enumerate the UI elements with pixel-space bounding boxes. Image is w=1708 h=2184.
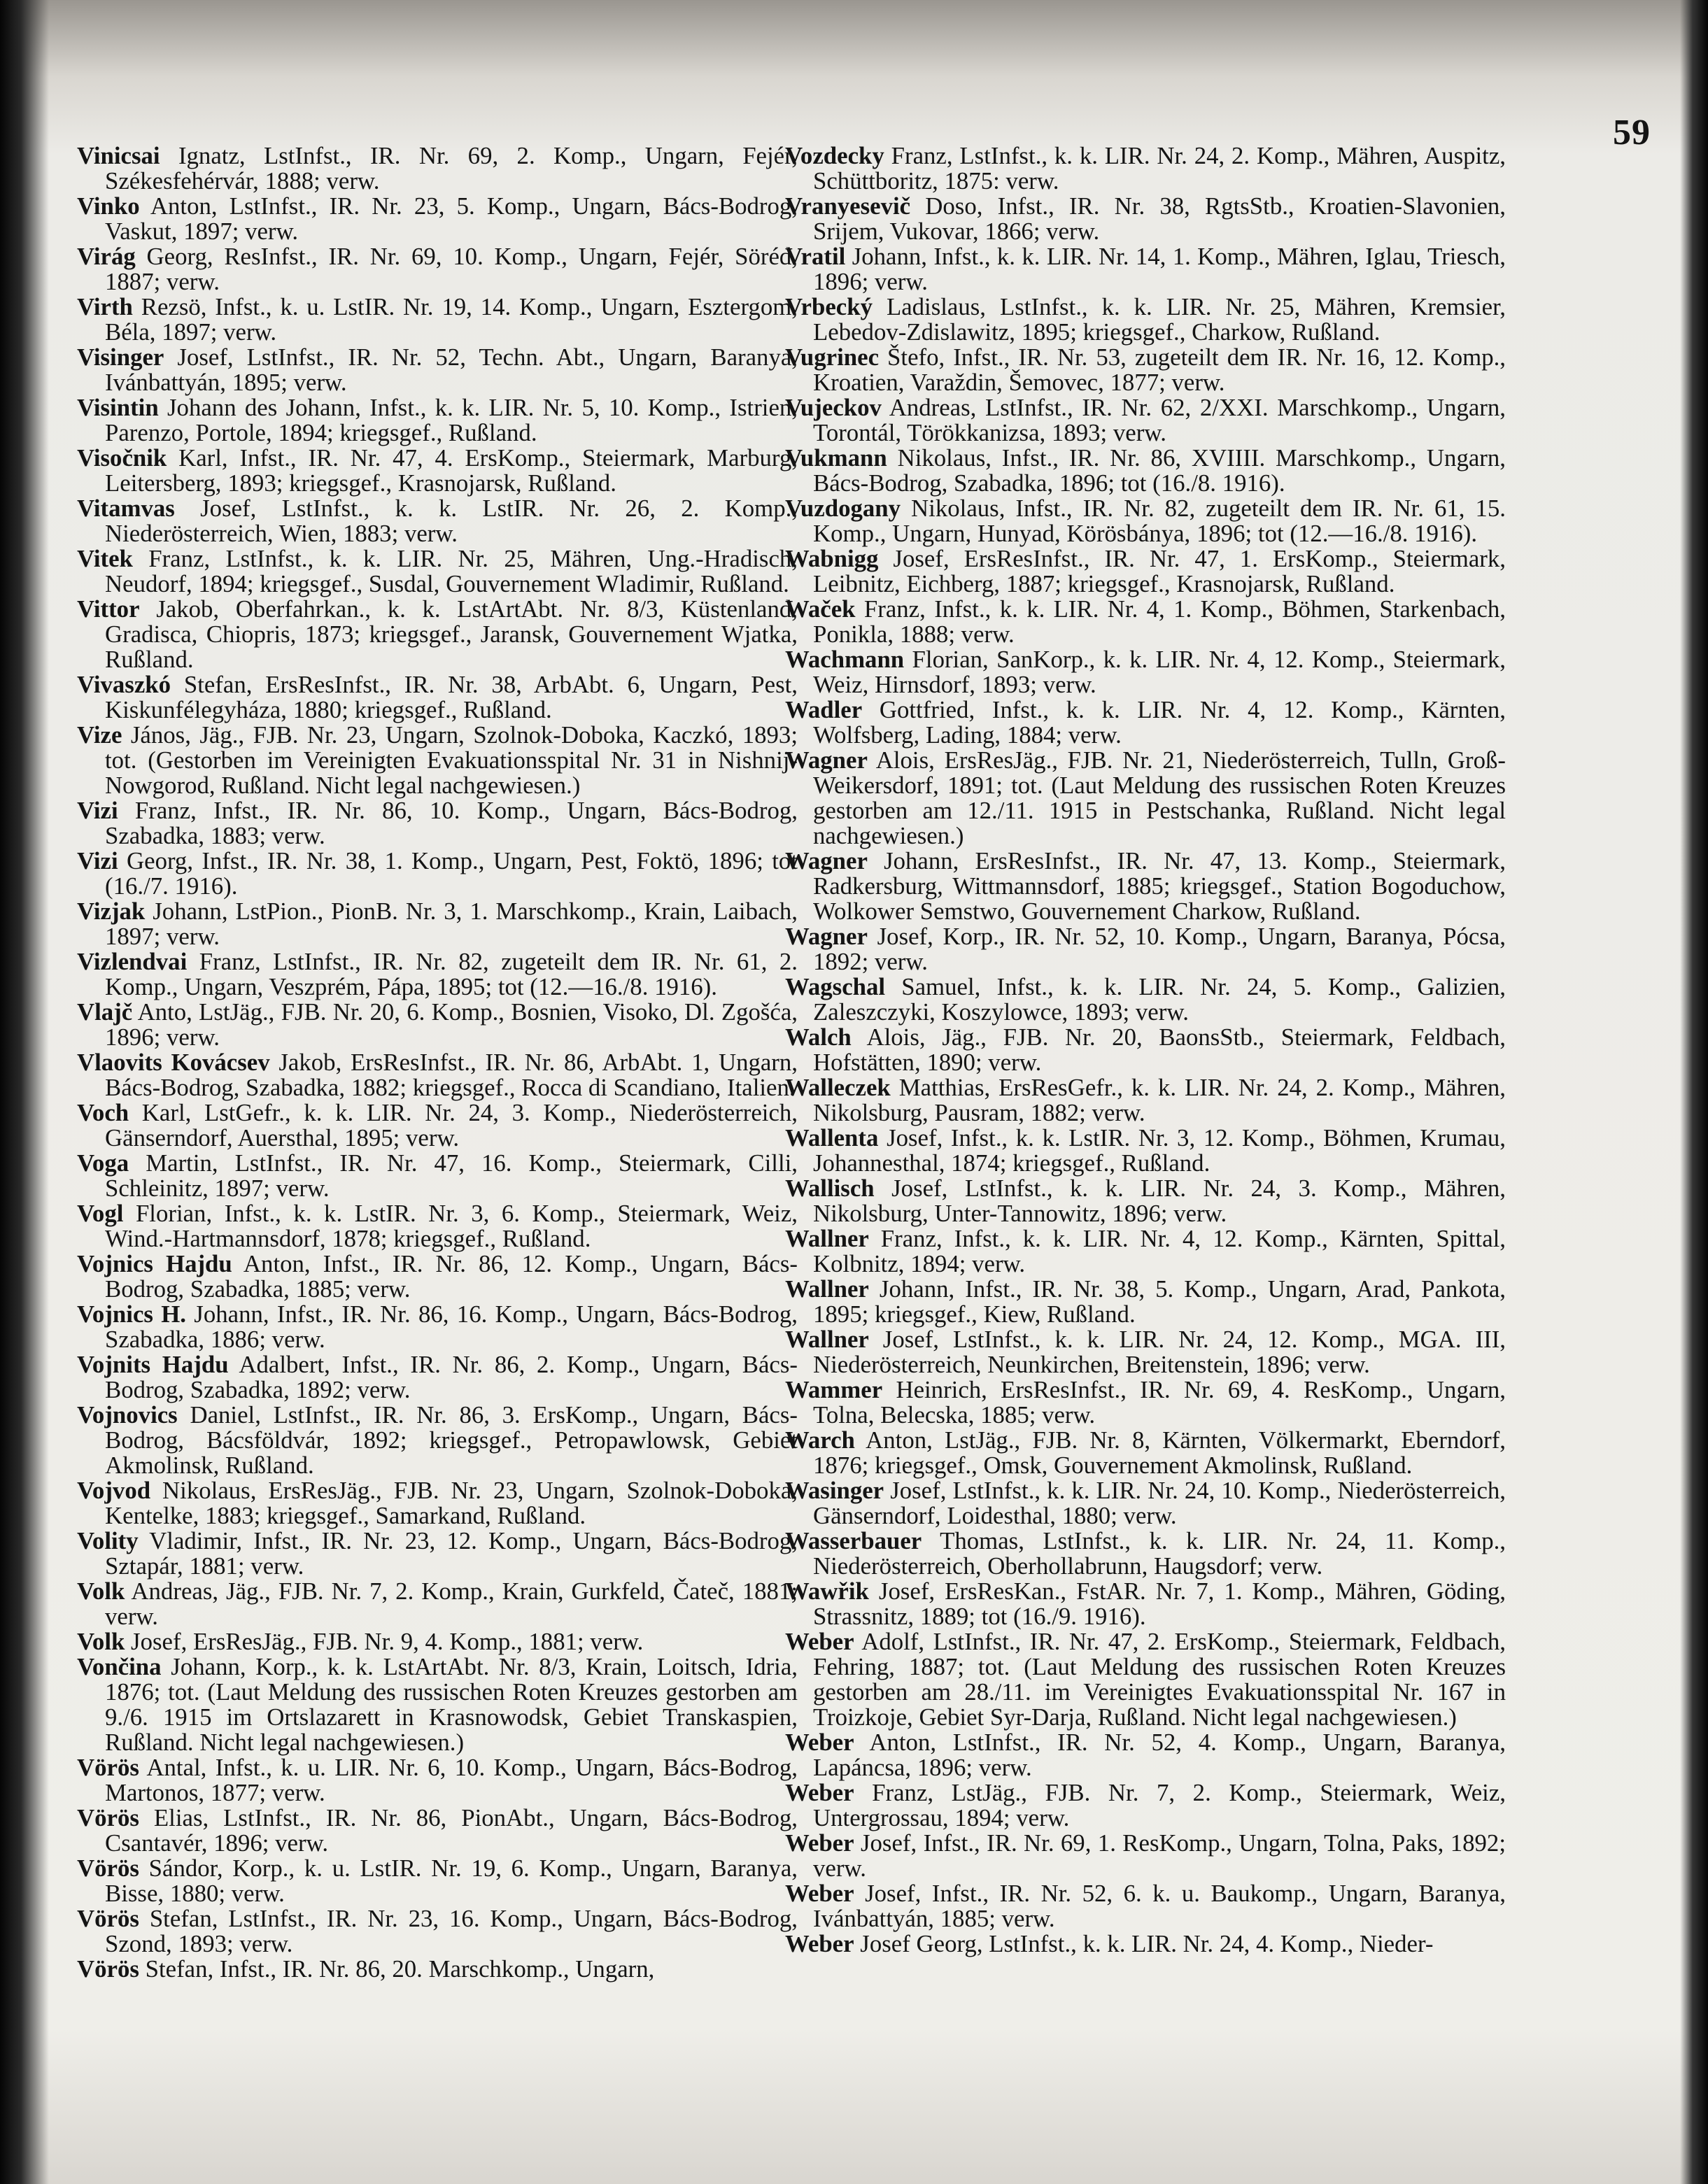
entry-details: Johann des Johann, Infst., k. k. LIR. Nr. 5, 10. Komp., Istrien, Parenzo, Portole, 1894; kriegsgef., Rußland. (105, 394, 798, 446)
entry-details: Florian, SanKorp., k. k. LIR. Nr. 4, 12. Komp., Steiermark, Weiz, Hirnsdorf, 1893; verw. (813, 646, 1506, 698)
entry-details: Jakob, Oberfahrkan., k. k. LstArtAbt. Nr. 8/3, Küstenland, Gradisca, Chiopris, 1873; kriegsgef., Jaransk, Gouvernement Wjatka, Rußland. (105, 595, 798, 673)
list-item (77, 395, 798, 446)
list-item (785, 1831, 1506, 1881)
entry-surname: Vinicsai (77, 142, 160, 169)
entry-surname: Wallisch (785, 1175, 875, 1202)
entry-details: Josef, ErsResInfst., IR. Nr. 47, 1. ErsKomp., Steiermark, Leibnitz, Eichberg, 1887; kriegsgef., Krasnojarsk, Rußland. (813, 545, 1506, 597)
list-item (785, 446, 1506, 496)
list-item (77, 143, 798, 194)
entry-details: Anto, LstJäg., FJB. Nr. 20, 6. Komp., Bosnien, Visoko, Dl. Zgošća, 1896; verw. (105, 998, 798, 1051)
entry-surname: Vogl (77, 1200, 124, 1227)
entry-surname: Vivaszkó (77, 671, 171, 698)
list-item (77, 496, 798, 546)
entry-details: Samuel, Infst., k. k. LIR. Nr. 24, 5. Komp., Galizien, Zaleszczyki, Koszylowce, 1893; verw. (813, 973, 1506, 1026)
list-item (785, 546, 1506, 597)
entry-details: Adolf, LstInfst., IR. Nr. 47, 2. ErsKomp., Steiermark, Feldbach, Fehring, 1887; tot. (Laut Meldung des russischen Roten Kreuzes gestorben am 28./11. im Vereinigtes Evakuationsspital Nr. 167 in Troizkoje, Gebiet Syr-Darja, Rußland. Nicht legal nachgewiesen.) (813, 1628, 1506, 1731)
list-item (785, 697, 1506, 748)
entry-details: Georg, Infst., IR. Nr. 38, 1. Komp., Ungarn, Pest, Foktö, 1896; tot (16./7. 1916). (105, 847, 798, 900)
entry-details: Andreas, LstInfst., IR. Nr. 62, 2/XXI. Marschkomp., Ungarn, Torontál, Törökkanizsa, 1893; verw. (813, 394, 1506, 446)
entry-details: Heinrich, ErsResInfst., IR. Nr. 69, 4. ResKomp., Ungarn, Tolna, Belecska, 1885; verw. (813, 1376, 1506, 1428)
entry-surname: Vozdecky (785, 142, 884, 169)
list-item (77, 1529, 798, 1579)
left-column (77, 143, 798, 1982)
entry-details: Karl, Infst., IR. Nr. 47, 4. ErsKomp., Steiermark, Marburg, Leitersberg, 1893; kriegsgef., Krasnojarsk, Rußland. (105, 444, 798, 497)
entry-surname: Vrbecký (785, 293, 873, 320)
list-item (77, 1579, 798, 1629)
entry-surname: Weber (785, 1829, 854, 1857)
entry-surname: Voga (77, 1149, 129, 1177)
entry-details: Johann, Korp., k. k. LstArtAbt. Nr. 8/3, Krain, Loitsch, Idria, 1876; tot. (Laut Meldung des russischen Roten Kreuzes gestorben am 9./6. 1915 im Ortslazarett in Krasnowodsk, Gebiet Transkaspien, Rußland. Nicht legal nachgewiesen.) (105, 1653, 798, 1756)
list-item (785, 924, 1506, 974)
list-item (785, 395, 1506, 446)
entry-details: Anton, LstInfst., IR. Nr. 23, 5. Komp., Ungarn, Bács-Bodrog, Vaskut, 1897; verw. (105, 192, 798, 245)
list-item (77, 1050, 798, 1100)
entry-surname: Volk (77, 1628, 125, 1655)
entry-details: Anton, Infst., IR. Nr. 86, 12. Komp., Ungarn, Bács-Bodrog, Szabadka, 1885; verw. (105, 1250, 798, 1303)
entry-details: Adalbert, Infst., IR. Nr. 86, 2. Komp., Ungarn, Bács-Bodrog, Szabadka, 1892; verw. (105, 1351, 798, 1403)
list-item (785, 1780, 1506, 1831)
list-item (77, 546, 798, 597)
entry-surname: Vončina (77, 1653, 162, 1680)
entry-surname: Vörös (77, 1905, 139, 1932)
entry-details: Franz, Infst., k. k. LIR. Nr. 4, 1. Komp., Böhmen, Starkenbach, Ponikla, 1888; verw. (813, 595, 1506, 648)
entry-surname: Wammer (785, 1376, 883, 1403)
entry-surname: Wagner (785, 923, 868, 950)
list-item (785, 143, 1506, 194)
list-item (785, 1629, 1506, 1730)
list-item (785, 1478, 1506, 1529)
entry-details: Johann, ErsResInfst., IR. Nr. 47, 13. Komp., Steiermark, Radkersburg, Wittmannsdorf, 1885; kriegsgef., Station Bogoduchow, Wolkower Semstwo, Gouvernement Charkow, Rußland. (813, 847, 1506, 925)
entry-details: Štefo, Infst., IR. Nr. 53, zugeteilt dem IR. Nr. 16, 12. Komp., Kroatien, Varaždin, Šemovec, 1877; verw. (813, 343, 1506, 396)
entry-details: Josef, LstInfst., k. k. LstIR. Nr. 26, 2. Komp., Niederösterreich, Wien, 1883; verw. (105, 495, 798, 547)
entry-details: Franz, LstInfst., IR. Nr. 82, zugeteilt dem IR. Nr. 61, 2. Komp., Ungarn, Veszprém, Pápa, 1895; tot (12.—16./8. 1916). (105, 948, 798, 1000)
list-item (785, 1579, 1506, 1629)
entry-details: János, Jäg., FJB. Nr. 23, Ungarn, Szolnok-Doboka, Kaczkó, 1893; tot. (Gestorben im Vereinigten Evakuationsspital Nr. 31 in Nishnij-Nowgorod, Rußland. Nicht legal nachgewiesen.) (105, 721, 798, 799)
entry-surname: Voch (77, 1099, 129, 1126)
entry-surname: Wabnigg (785, 545, 879, 572)
entry-surname: Wallner (785, 1326, 869, 1353)
list-item (77, 849, 798, 899)
entry-surname: Wallenta (785, 1124, 879, 1151)
list-item (77, 1151, 798, 1201)
list-item (785, 1377, 1506, 1428)
list-item (77, 1629, 798, 1654)
entry-surname: Wagner (785, 746, 868, 774)
entry-surname: Vizlendvai (77, 948, 188, 975)
list-item (77, 949, 798, 1000)
entry-surname: Visintin (77, 394, 159, 421)
entry-details: Josef, Infst., k. k. LstIR. Nr. 3, 12. Komp., Böhmen, Krumau, Johannesthal, 1874; kriegsgef., Rußland. (813, 1124, 1506, 1177)
entry-details: Thomas, LstInfst., k. k. LIR. Nr. 24, 11. Komp., Niederösterreich, Oberhollabrunn, Haugsdorf; verw. (813, 1527, 1506, 1580)
list-item (77, 899, 798, 949)
list-item (785, 974, 1506, 1025)
entry-details: Anton, LstInfst., IR. Nr. 52, 4. Komp., Ungarn, Baranya, Lapáncsa, 1896; verw. (813, 1729, 1506, 1781)
entry-surname: Weber (785, 1930, 854, 1957)
entry-details: Nikolaus, Infst., IR. Nr. 82, zugeteilt dem IR. Nr. 61, 15. Komp., Ungarn, Hunyad, Körösbánya, 1896; tot (12.—16./8. 1916). (813, 495, 1506, 547)
entry-details: Josef, ErsResJäg., FJB. Nr. 9, 4. Komp., 1881; verw. (125, 1628, 644, 1655)
list-item (785, 647, 1506, 697)
entry-surname: Vojvod (77, 1477, 151, 1504)
list-item (77, 244, 798, 295)
list-item (785, 597, 1506, 647)
list-item (77, 295, 798, 345)
entry-details: Stefan, ErsResInfst., IR. Nr. 38, ArbAbt. 6, Ungarn, Pest, Kiskunfélegyháza, 1880; kriegsgef., Rußland. (105, 671, 798, 723)
entry-surname: Vizjak (77, 898, 146, 925)
entry-details: Josef, LstInfst., k. k. LIR. Nr. 24, 3. Komp., Mähren, Nikolsburg, Unter-Tannowitz, 1896; verw. (813, 1175, 1506, 1227)
entry-surname: Wachmann (785, 646, 905, 673)
list-item (77, 1100, 798, 1151)
list-item (785, 1327, 1506, 1377)
list-item (77, 446, 798, 496)
entry-details: Florian, Infst., k. k. LstIR. Nr. 3, 6. Komp., Steiermark, Weiz, Wind.-Hartmannsdorf, 1878; kriegsgef., Rußland. (105, 1200, 798, 1252)
entry-surname: Vojnits Hajdu (77, 1351, 229, 1378)
entry-details: Franz, Infst., IR. Nr. 86, 10. Komp., Ungarn, Bács-Bodrog, Szabadka, 1883; verw. (105, 797, 798, 849)
list-item (77, 1755, 798, 1806)
entry-details: Franz, Infst., k. k. LIR. Nr. 4, 12. Komp., Kärnten, Spittal, Kolbnitz, 1894; verw. (813, 1225, 1506, 1277)
entry-details: Vladimir, Infst., IR. Nr. 23, 12. Komp., Ungarn, Bács-Bodrog, Sztapár, 1881; verw. (105, 1527, 798, 1580)
entry-details: Sándor, Korp., k. u. LstIR. Nr. 19, 6. Komp., Ungarn, Baranya, Bisse, 1880; verw. (105, 1855, 798, 1907)
entry-surname: Walch (785, 1023, 852, 1051)
entry-surname: Weber (785, 1729, 854, 1756)
list-item (77, 345, 798, 395)
entry-details: Rezsö, Infst., k. u. LstIR. Nr. 19, 14. Komp., Ungarn, Esztergom, Béla, 1897; verw. (105, 293, 798, 346)
list-item (77, 1302, 798, 1352)
list-item (77, 1654, 798, 1755)
entry-details: Josef, LstInfst., IR. Nr. 52, Techn. Abt., Ungarn, Baranya, Ivánbattyán, 1895; verw. (105, 343, 798, 396)
list-item (785, 1277, 1506, 1327)
list-item (77, 1000, 798, 1050)
entry-surname: Volk (77, 1577, 125, 1605)
entry-surname: Wallner (785, 1275, 869, 1303)
list-item (785, 244, 1506, 295)
entry-surname: Virág (77, 243, 136, 270)
list-item (77, 672, 798, 723)
entry-details: Johann, Infst., IR. Nr. 86, 16. Komp., Ungarn, Bács-Bodrog, Szabadka, 1886; verw. (105, 1300, 798, 1353)
scan-edge-left (0, 0, 49, 2184)
entry-surname: Visinger (77, 343, 164, 371)
entry-details: Doso, Infst., IR. Nr. 38, RgtsStb., Kroatien-Slavonien, Srijem, Vukovar, 1866; verw. (813, 192, 1506, 245)
entry-surname: Vojnovics (77, 1401, 178, 1428)
entry-details: Franz, LstInfst., k. k. LIR. Nr. 24, 2. Komp., Mähren, Auspitz, Schüttboritz, 1875: verw. (813, 142, 1506, 194)
entry-details: Nikolaus, Infst., IR. Nr. 86, XVIIII. Marschkomp., Ungarn, Bács-Bodrog, Szabadka, 1896; tot (16./8. 1916). (813, 444, 1506, 497)
entry-details: Martin, LstInfst., IR. Nr. 47, 16. Komp., Steiermark, Cilli, Schleinitz, 1897; verw. (105, 1149, 798, 1202)
list-item (77, 1201, 798, 1251)
entry-surname: Vizi (77, 847, 118, 874)
entry-surname: Vlaovits Kovácsev (77, 1049, 270, 1076)
list-item (77, 1251, 798, 1302)
entry-surname: Walleczek (785, 1074, 891, 1101)
entry-details: Daniel, LstInfst., IR. Nr. 86, 3. ErsKomp., Ungarn, Bács-Bodrog, Bácsföldvár, 1892; kriegsgef., Petropawlowsk, Gebiet Akmolinsk, Rußland. (105, 1401, 798, 1479)
list-item (785, 1730, 1506, 1780)
entry-details: Josef, LstInfst., k. k. LIR. Nr. 24, 10. Komp., Niederösterreich, Gänserndorf, Loidesthal, 1880; verw. (813, 1477, 1506, 1529)
entry-surname: Vratil (785, 243, 846, 270)
entry-surname: Vörös (77, 1955, 139, 1983)
list-item (77, 1478, 798, 1529)
list-item (785, 1126, 1506, 1176)
entry-details: Karl, LstGefr., k. k. LIR. Nr. 24, 3. Komp., Niederösterreich, Gänserndorf, Auersthal, 1895; verw. (105, 1099, 798, 1151)
list-item (785, 1176, 1506, 1226)
list-item (785, 496, 1506, 546)
entry-surname: Wallner (785, 1225, 869, 1252)
entry-details: Johann, LstPion., PionB. Nr. 3, 1. Marschkomp., Krain, Laibach, 1897; verw. (105, 898, 798, 950)
list-item (77, 1352, 798, 1403)
entry-surname: Vizi (77, 797, 118, 824)
list-item (785, 1428, 1506, 1478)
list-item (785, 1529, 1506, 1579)
list-item (785, 1075, 1506, 1126)
entry-surname: Vitamvas (77, 495, 175, 522)
list-item (77, 597, 798, 672)
entry-details: Gottfried, Infst., k. k. LIR. Nr. 4, 12. Komp., Kärnten, Wolfsberg, Lading, 1884; verw. (813, 696, 1506, 749)
entry-details: Josef Georg, LstInfst., k. k. LIR. Nr. 24, 4. Komp., Nieder- (854, 1930, 1434, 1957)
entry-details: Josef, ErsResKan., FstAR. Nr. 7, 1. Komp., Mähren, Göding, Strassnitz, 1889; tot (16./9. 1916). (813, 1577, 1506, 1630)
list-item (785, 194, 1506, 244)
entry-surname: Virth (77, 293, 133, 320)
list-item (77, 1403, 798, 1478)
entry-surname: Vuzdogany (785, 495, 901, 522)
entry-surname: Vujeckov (785, 394, 882, 421)
entry-surname: Weber (785, 1880, 854, 1907)
entry-details: Franz, LstJäg., FJB. Nr. 7, 2. Komp., Steiermark, Weiz, Untergrossau, 1894; verw. (813, 1779, 1506, 1831)
entry-details: Ladislaus, LstInfst., k. k. LIR. Nr. 25, Mähren, Kremsier, Lebedov-Zdislawitz, 1895; kriegsgef., Charkow, Rußland. (813, 293, 1506, 346)
entry-surname: Vugrinec (785, 343, 880, 371)
list-item (785, 1931, 1506, 1957)
entry-details: Elias, LstInfst., IR. Nr. 86, PionAbt., Ungarn, Bács-Bodrog, Csantavér, 1896; verw. (105, 1804, 798, 1857)
entry-details: Andreas, Jäg., FJB. Nr. 7, 2. Komp., Krain, Gurkfeld, Čateč, 1881; verw. (105, 1577, 798, 1630)
entry-surname: Vörös (77, 1754, 139, 1781)
entry-details: Stefan, Infst., IR. Nr. 86, 20. Marschkomp., Ungarn, (139, 1955, 655, 1983)
list-item (77, 798, 798, 849)
entry-details: Josef, Infst., IR. Nr. 69, 1. ResKomp., Ungarn, Tolna, Paks, 1892; verw. (813, 1829, 1506, 1882)
entry-details: Johann, Infst., IR. Nr. 38, 5. Komp., Ungarn, Arad, Pankota, 1895; kriegsgef., Kiew, Rußland. (813, 1275, 1506, 1328)
entry-details: Josef, LstInfst., k. k. LIR. Nr. 24, 12. Komp., MGA. III, Niederösterreich, Neunkirchen, Breitenstein, 1896; verw. (813, 1326, 1506, 1378)
entry-details: Jakob, ErsResInfst., IR. Nr. 86, ArbAbt. 1, Ungarn, Bács-Bodrog, Szabadka, 1882; kriegsgef., Rocca di Scandiano, Italien. (105, 1049, 798, 1101)
list-item (785, 345, 1506, 395)
scan-edge-right (1680, 0, 1708, 2184)
list-item (77, 723, 798, 798)
entry-surname: Vukmann (785, 444, 887, 471)
entry-surname: Waček (785, 595, 856, 623)
entry-details: Matthias, ErsResGefr., k. k. LIR. Nr. 24, 2. Komp., Mähren, Nikolsburg, Pausram, 1882; verw. (813, 1074, 1506, 1126)
list-item (77, 1806, 798, 1856)
list-item (785, 1025, 1506, 1075)
entry-surname: Wasinger (785, 1477, 884, 1504)
entry-surname: Volity (77, 1527, 139, 1554)
entry-surname: Weber (785, 1628, 854, 1655)
entry-surname: Wagschal (785, 973, 886, 1000)
entry-details: Josef, Infst., IR. Nr. 52, 6. k. u. Baukomp., Ungarn, Baranya, Ivánbattyán, 1885; verw. (813, 1880, 1506, 1932)
page-number: 59 (1613, 113, 1651, 153)
entry-details: Franz, LstInfst., k. k. LIR. Nr. 25, Mähren, Ung.-Hradisch, Neudorf, 1894; kriegsgef., Susdal, Gouvernement Wladimir, Rußland. (105, 545, 798, 597)
right-column (785, 143, 1506, 1957)
list-item (77, 1856, 798, 1906)
entry-details: Johann, Infst., k. k. LIR. Nr. 14, 1. Komp., Mähren, Iglau, Triesch, 1896; verw. (813, 243, 1506, 295)
entry-details: Alois, Jäg., FJB. Nr. 20, BaonsStb., Steiermark, Feldbach, Hofstätten, 1890; verw. (813, 1023, 1506, 1076)
entry-details: Josef, Korp., IR. Nr. 52, 10. Komp., Ungarn, Baranya, Pócsa, 1892; verw. (813, 923, 1506, 975)
list-item (77, 1957, 798, 1982)
entry-surname: Weber (785, 1779, 854, 1806)
entry-details: Antal, Infst., k. u. LIR. Nr. 6, 10. Komp., Ungarn, Bács-Bodrog, Martonos, 1877; verw. (105, 1754, 798, 1806)
entry-details: Nikolaus, ErsResJäg., FJB. Nr. 23, Ungarn, Szolnok-Doboka, Kentelke, 1883; kriegsgef., Samarkand, Rußland. (105, 1477, 798, 1529)
entry-surname: Vojnics H. (77, 1300, 186, 1328)
list-item (785, 1226, 1506, 1277)
entry-surname: Vlajč (77, 998, 133, 1026)
list-item (77, 194, 798, 244)
list-item (785, 748, 1506, 849)
list-item (785, 1881, 1506, 1931)
entry-details: Alois, ErsResJäg., FJB. Nr. 21, Niederösterreich, Tulln, Groß-Weikersdorf, 1891; tot. (Laut Meldung des russischen Roten Kreuzes gestorben am 12./11. 1915 in Pestschanka, Rußland. Nicht legal nachgewiesen.) (813, 746, 1506, 849)
entry-details: Stefan, LstInfst., IR. Nr. 23, 16. Komp., Ungarn, Bács-Bodrog, Szond, 1893; verw. (105, 1905, 798, 1957)
entry-surname: Wagner (785, 847, 868, 874)
entry-details: Ignatz, LstInfst., IR. Nr. 69, 2. Komp., Ungarn, Fejér, Székesfehérvár, 1888; verw. (105, 142, 798, 194)
entry-surname: Vranyesevič (785, 192, 911, 220)
entry-surname: Vinko (77, 192, 140, 220)
list-item (785, 849, 1506, 924)
list-item (785, 295, 1506, 345)
entry-surname: Warch (785, 1426, 855, 1454)
entry-surname: Vörös (77, 1804, 139, 1831)
entry-surname: Vörös (77, 1855, 139, 1882)
entry-surname: Wasserbauer (785, 1527, 922, 1554)
entry-details: Georg, ResInfst., IR. Nr. 69, 10. Komp., Ungarn, Fejér, Söréd, 1887; verw. (105, 243, 798, 295)
entry-surname: Vize (77, 721, 122, 749)
entry-surname: Wadler (785, 696, 863, 723)
entry-surname: Wawřik (785, 1577, 869, 1605)
entry-surname: Visočnik (77, 444, 167, 471)
entry-details: Anton, LstJäg., FJB. Nr. 8, Kärnten, Völkermarkt, Eberndorf, 1876; kriegsgef., Omsk, Gouvernement Akmolinsk, Rußland. (813, 1426, 1506, 1479)
entry-surname: Vitek (77, 545, 133, 572)
entry-surname: Vittor (77, 595, 140, 623)
list-item (77, 1906, 798, 1957)
entry-surname: Vojnics Hajdu (77, 1250, 232, 1277)
